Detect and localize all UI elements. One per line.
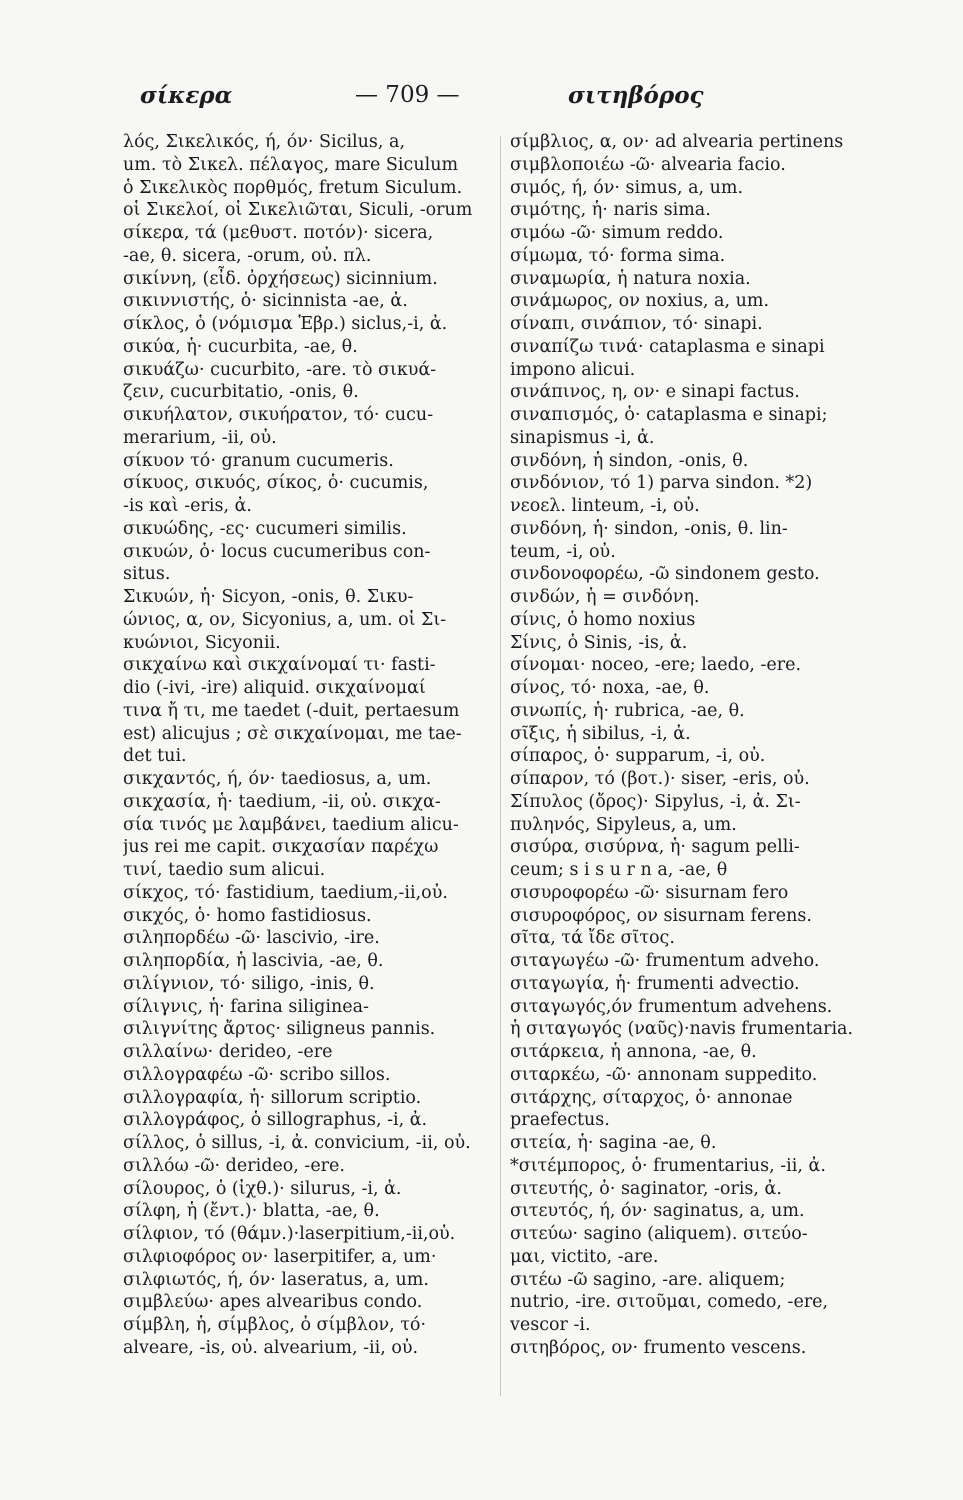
entry-line: σίλλος, ὁ sillus, -i, ἀ. convicium, -ii, οὐ. xyxy=(123,1133,471,1153)
entry-line: ὁ Σικελικὸς πορθμός, fretum Siculum. xyxy=(123,177,463,198)
entry-line: σία τινός με λαμβάνει, taedium alicu- xyxy=(123,814,459,835)
entry-line: σινδόνιον, τό 1) parva sindon. *2) xyxy=(510,473,813,494)
entry-line: sinapismus -i, ἀ. xyxy=(510,427,655,448)
entry-line: ceum; s i s u r n a, -ae, θ xyxy=(510,860,728,880)
entry-line: nutrio, -ire. σιτοῦμαι, comedo, -ere, xyxy=(510,1292,829,1313)
entry-line: σίνις, ὁ homo noxius xyxy=(510,609,696,630)
entry-line: κυώνιοι, Sicyonii. xyxy=(123,632,281,653)
entry-line: σιτευτής, ὁ· saginator, -oris, ἀ. xyxy=(510,1178,782,1199)
entry-line: σιλφιωτός, ή, όν· laseratus, a, um. xyxy=(123,1269,429,1290)
entry-line: Σικυών, ἡ· Sicyon, -onis, θ. Σικυ- xyxy=(123,587,414,607)
entry-line: σικχός, ὁ· homo fastidiosus. xyxy=(123,905,372,926)
entry-line: σιμός, ή, όν· simus, a, um. xyxy=(510,177,744,198)
entry-line: *σιτέμπορος, ὁ· frumentarius, -ii, ἀ. xyxy=(510,1155,826,1176)
entry-line: praefectus. xyxy=(510,1110,610,1131)
entry-line: σιναπίζω τινά· cataplasma e sinapi xyxy=(510,336,825,357)
entry-line: alveare, -is, οὐ. alvearium, -ii, οὐ. xyxy=(123,1337,419,1358)
entry-line: est) alicujus ; σὲ σικχαίνομαι, me tae- xyxy=(123,723,462,744)
entry-line: σιτεία, ἡ· sagina -ae, θ. xyxy=(510,1133,717,1153)
entry-line: σινδονοφορέω, -ῶ sindonem gesto. xyxy=(510,564,820,585)
right-column xyxy=(510,131,885,1401)
entry-line: ζειν, cucurbitatio, -onis, θ. xyxy=(123,382,359,403)
entry-line: σιλφιοφόρος ον· laserpitifer, a, um· xyxy=(123,1246,437,1267)
entry-line: σιταρκέω, -ῶ· annonam suppedito. xyxy=(510,1064,818,1085)
entry-line: σίκχος, τό· fastidium, taedium,-ii,οὐ. xyxy=(123,882,448,903)
entry-line: teum, -i, οὐ. xyxy=(510,541,616,562)
entry-line: σιτεύω· sagino (aliquem). σιτεύο- xyxy=(510,1224,808,1244)
entry-line: σικυάζω· cucurbito, -are. τὸ σικυά- xyxy=(123,359,437,380)
entry-line: τινί, taedio sum alicui. xyxy=(123,860,326,880)
entry-line: σινάμωρος, ον noxius, a, um. xyxy=(510,291,770,312)
entry-line: σίπαρον, τό (βοτ.)· siser, -eris, οὐ. xyxy=(510,769,810,789)
entry-line: λός, Σικελικός, ή, όν· Sicilus, a, xyxy=(123,132,406,152)
entry-line: σιλλογραφέω -ῶ· scribo sillos. xyxy=(123,1064,391,1085)
entry-line: σικχαντός, ή, όν· taediosus, a, um. xyxy=(123,769,432,789)
entry-line: σίκυον τό· granum cucumeris. xyxy=(123,450,394,471)
entry-line: um. τὸ Σικελ. πέλαγος, mare Siculum xyxy=(123,154,459,175)
entry-line: σιτηβόρος, ον· frumento vescens. xyxy=(510,1337,807,1358)
entry-line: τινα ἤ τι, me taedet (-duit, pertaesum xyxy=(123,700,460,721)
entry-line: σιτέω -ῶ sagino, -are. aliquem; xyxy=(510,1269,786,1290)
entry-line: σίμβλη, ἡ, σίμβλος, ὁ σίμβλον, τό· xyxy=(123,1315,427,1335)
column-divider xyxy=(500,136,501,1396)
entry-line: σικυών, ὁ· locus cucumeribus con- xyxy=(123,541,431,562)
entry-line: σικχασία, ἡ· taedium, -ii, οὐ. σικχα- xyxy=(123,791,441,812)
entry-line: σικιννιστής, ὁ· sicinnista -ae, ἀ. xyxy=(123,291,408,312)
entry-line: σικίννη, (εἶδ. ὀρχήσεως) sicinnium. xyxy=(123,268,438,289)
entry-line: σιτευτός, ή, όν· saginatus, a, um. xyxy=(510,1201,805,1222)
entry-line: σίνος, τό· noxa, -ae, θ. xyxy=(510,678,710,698)
entry-line: σίλουρος, ὁ (ἰχθ.)· silurus, -i, ἀ. xyxy=(123,1178,402,1199)
entry-line: σιλλογράφος, ὁ sillographus, -i, ἀ. xyxy=(123,1110,428,1131)
entry-line: σίκερα, τά (μεθυστ. ποτόν)· sicera, xyxy=(123,223,434,243)
entry-line: dio (-ivi, -ire) aliquid. σικχαίνομαί xyxy=(123,678,426,698)
entry-line: det tui. xyxy=(123,746,187,767)
entry-line: σίλιγνις, ἡ· farina siliginea- xyxy=(123,996,369,1017)
entry-line: σιταγωγέω -ῶ· frumentum adveho. xyxy=(510,951,820,971)
entry-line: σίλφη, ἡ (ἔντ.)· blatta, -ae, θ. xyxy=(123,1201,380,1222)
entry-line: σιμβλεύω· apes alvearibus condo. xyxy=(123,1292,423,1313)
entry-line: σιταγωγός,όν frumentum advehens. xyxy=(510,996,833,1017)
entry-line: σιτάρκεια, ἡ annona, -ae, θ. xyxy=(510,1042,757,1062)
entry-line: σῖτα, τά ἴδε σῖτος. xyxy=(510,928,675,949)
entry-line: σιλλόω -ῶ· derideo, -ere. xyxy=(123,1155,345,1176)
entry-line: σινδών, ἡ = σινδόνη. xyxy=(510,587,700,607)
entry-line: σιλλογραφία, ἡ· sillorum scriptio. xyxy=(123,1087,422,1108)
entry-line: σισυροφόρος, ον sisurnam ferens. xyxy=(510,905,812,926)
entry-line: -ae, θ. sicera, -orum, οὐ. πλ. xyxy=(123,245,372,266)
entry-line: σινωπίς, ἡ· rubrica, -ae, θ. xyxy=(510,700,745,721)
entry-line: σιληπορδέω -ῶ· lascivio, -ire. xyxy=(123,928,380,949)
entry-line: πυληνός, Sipyleus, a, um. xyxy=(510,814,737,835)
entry-line: vescor -i. xyxy=(510,1315,591,1335)
entry-line: σίκλος, ὁ (νόμισμα Ἑβρ.) siclus,-i, ἀ. xyxy=(123,314,448,334)
entry-line: σινδόνη, ἡ sindon, -onis, θ. xyxy=(510,450,749,471)
entry-line: σίκυος, σικυός, σίκος, ὁ· cucumis, xyxy=(123,473,429,494)
entry-line: σιμότης, ἡ· naris sima. xyxy=(510,200,711,221)
entry-line: merarium, -ii, οὐ. xyxy=(123,427,277,448)
entry-line: σίμβλιος, α, ον· ad alvearia pertinens xyxy=(510,132,844,152)
entry-line: ώνιος, α, ον, Sicyonius, a, um. οἱ Σι- xyxy=(123,609,447,630)
header-right-word: σιτηβόρος xyxy=(568,82,704,109)
entry-line: -is καὶ -eris, ἀ. xyxy=(123,496,252,516)
entry-line: σίνομαι· noceo, -ere; laedo, -ere. xyxy=(510,655,802,676)
entry-line: σίμωμα, τό· forma sima. xyxy=(510,245,726,266)
entry-line: σιλιγνίτης ἄρτος· siligneus pannis. xyxy=(123,1019,436,1040)
entry-line: σινδόνη, ἡ· sindon, -onis, θ. lin- xyxy=(510,518,788,539)
entry-line: οἱ Σικελοί, οἱ Σικελιῶται, Siculi, -orum xyxy=(123,200,473,221)
entry-line: σικχαίνω καὶ σικχαίνομαί τι· fasti- xyxy=(123,655,436,676)
entry-line: σιλλαίνω· derideo, -ere xyxy=(123,1042,333,1062)
entry-line: σιταγωγία, ἡ· frumenti advectio. xyxy=(510,973,800,994)
entry-line: σίναπι, σινάπιον, τό· sinapi. xyxy=(510,314,763,334)
page-number: — 709 — xyxy=(355,82,460,108)
entry-line: σιληπορδία, ἡ lascivia, -ae, θ. xyxy=(123,951,384,971)
entry-line: σιμόω -ῶ· simum reddo. xyxy=(510,223,724,243)
entry-line: ἡ σιταγωγός (ναῦς)·navis frumentaria. xyxy=(510,1019,854,1040)
page-header xyxy=(0,82,963,122)
entry-line: Σίπυλος (ὄρος)· Sipylus, -i, ἀ. Σι- xyxy=(510,791,801,812)
entry-line: Σίνις, ὁ Sinis, -is, ἀ. xyxy=(510,632,688,653)
left-column xyxy=(123,131,495,1401)
entry-line: σινάπινος, η, ον· e sinapi factus. xyxy=(510,382,800,403)
entry-line: νεοελ. linteum, -i, οὐ. xyxy=(510,496,700,516)
entry-line: σικυήλατον, σικυήρατον, τό· cucu- xyxy=(123,405,434,425)
entry-line: σικυώδης, -ες· cucumeri similis. xyxy=(123,518,407,539)
entry-line: σιναμωρία, ἡ natura noxia. xyxy=(510,268,751,289)
header-left-word: σίκερα xyxy=(140,82,233,109)
entry-line: σιμβλοποιέω -ῶ· alvearia facio. xyxy=(510,154,786,175)
entry-line: σίλφιον, τό (θάμν.)·laserpitium,-ii,οὐ. xyxy=(123,1224,456,1244)
entry-line: situs. xyxy=(123,564,171,585)
entry-line: σικύα, ἡ· cucurbita, -ae, θ. xyxy=(123,336,358,357)
entry-line: σιτάρχης, σίταρχος, ὁ· annonae xyxy=(510,1087,793,1108)
entry-line: jus rei me capit. σικχασίαν παρέχω xyxy=(123,837,439,858)
entry-line: σιναπισμός, ὁ· cataplasma e sinapi; xyxy=(510,405,828,425)
entry-line: impono alicui. xyxy=(510,359,636,380)
entry-line: σισύρα, σισύρνα, ἡ· sagum pelli- xyxy=(510,837,800,858)
entry-line: σῖξις, ἡ sibilus, -i, ἀ. xyxy=(510,723,691,744)
entry-line: σίπαρος, ὁ· supparum, -i, οὐ. xyxy=(510,746,766,767)
entry-line: σισυροφορέω -ῶ· sisurnam fero xyxy=(510,882,789,903)
entry-line: σιλίγνιον, τό· siligo, -inis, θ. xyxy=(123,973,375,994)
entry-line: μαι, victito, -are. xyxy=(510,1246,659,1267)
